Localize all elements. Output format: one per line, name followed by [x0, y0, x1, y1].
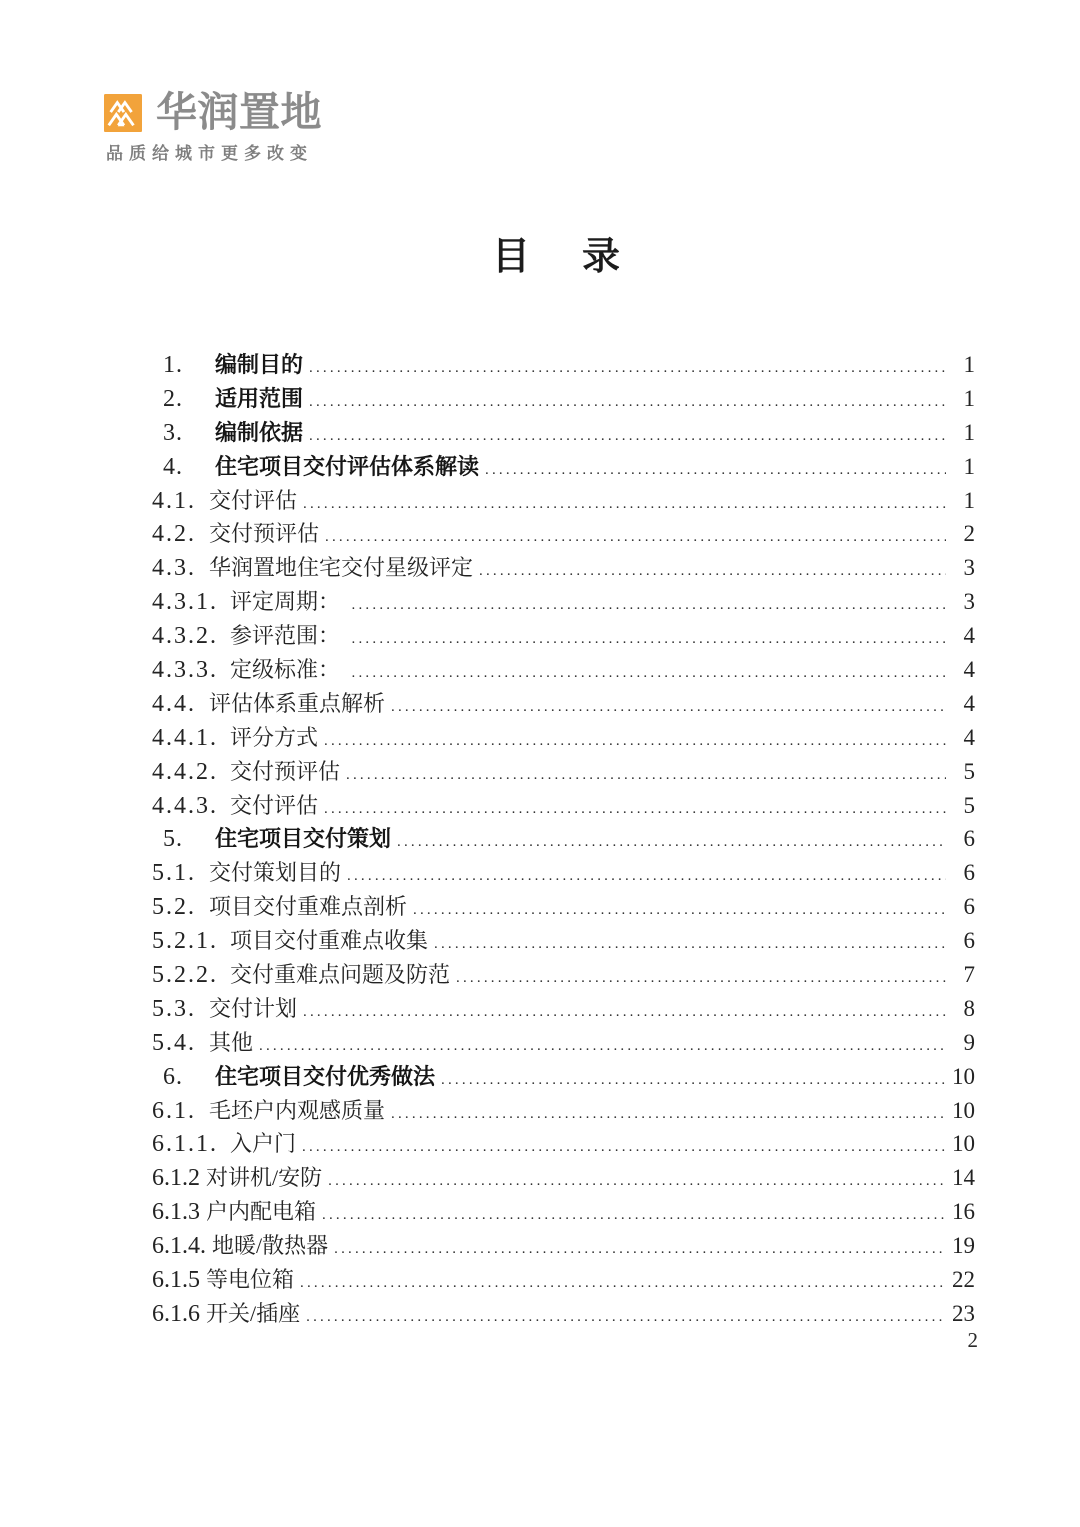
brand-name: 华润置地 [156, 89, 322, 135]
toc-entry[interactable] [152, 1297, 975, 1331]
toc-entry-label: 编制目的 [215, 352, 304, 377]
toc-entry-label: 交付重难点问题及防范 [230, 962, 451, 988]
toc-entry-label: 开关/插座 [206, 1300, 301, 1326]
toc-entry[interactable] [152, 1127, 975, 1161]
toc-entry-page: 6 [963, 928, 975, 954]
toc-entry-page: 22 [952, 1267, 975, 1293]
toc-dot-leader [397, 834, 946, 851]
toc-entry-page: 1 [963, 419, 975, 445]
toc-entry-label: 住宅项目交付评估体系解读 [215, 453, 480, 479]
toc-entry[interactable] [152, 924, 975, 958]
toc-entry-label: 项目交付重难点收集 [230, 928, 429, 954]
toc-entry-page: 5 [963, 758, 975, 784]
toc-entry-page: 4 [963, 690, 975, 716]
toc-entry-number: 4.4.3. [152, 792, 218, 819]
toc-entry-label: 评估体系重点解析 [209, 690, 386, 716]
toc-entry-page: 4 [963, 657, 975, 683]
brand-tagline: 品质给城市更多改变 [106, 144, 313, 163]
toc-entry[interactable] [152, 382, 975, 416]
page-title-char: 录 [582, 236, 621, 278]
toc-dot-leader [309, 394, 946, 411]
toc-entry-page: 1 [963, 487, 975, 513]
toc-dot-leader [309, 428, 946, 445]
toc-entry-label: 交付预评估 [230, 758, 341, 784]
toc-entry-number: 5. [163, 826, 183, 853]
toc-dot-leader [328, 1173, 946, 1190]
toc-entry-number: 6.1.1. [152, 1131, 218, 1158]
toc-dot-leader [302, 1139, 946, 1156]
toc-dot-leader [352, 597, 946, 614]
toc-entry-label: 入户门 [230, 1131, 297, 1157]
toc-entry[interactable] [152, 517, 975, 551]
toc-entry-label: 地暖/散热器 [212, 1233, 329, 1259]
toc-dot-leader [479, 563, 946, 580]
toc-entry-page: 1 [963, 352, 975, 377]
toc-dot-leader [309, 360, 946, 377]
toc-entry[interactable] [152, 619, 975, 653]
toc-entry-number: 6. [163, 1063, 183, 1090]
toc-dot-leader [456, 970, 946, 987]
toc-dot-leader [485, 462, 946, 479]
toc-dot-leader [441, 1072, 946, 1089]
toc-entry[interactable] [152, 755, 975, 789]
toc-entry-number: 4.4. [152, 690, 196, 717]
toc-entry[interactable] [152, 416, 975, 450]
toc-entry-number: 6.1.4. [152, 1233, 206, 1260]
toc-entry-label: 其他 [209, 1029, 254, 1055]
toc-entry-number: 4. [163, 453, 183, 480]
toc-entry-number: 6.1.6 [152, 1300, 200, 1327]
toc-entry[interactable] [152, 348, 975, 382]
toc-entry[interactable] [152, 1195, 975, 1229]
toc-entry-number: 4.4.2. [152, 758, 218, 785]
toc-dot-leader [306, 1309, 946, 1326]
toc-entry-label: 编制依据 [215, 419, 304, 445]
toc-entry-number: 5.2.2. [152, 962, 218, 989]
toc-entry[interactable] [152, 822, 975, 856]
toc-entry-number: 4.3.3. [152, 657, 218, 684]
toc-entry-page: 6 [963, 860, 975, 886]
toc-entry-page: 19 [952, 1233, 975, 1259]
toc-dot-leader [324, 733, 946, 750]
toc-dot-leader [346, 767, 946, 784]
toc-entry[interactable] [152, 721, 975, 755]
toc-dot-leader [434, 936, 946, 953]
toc-entry-number: 3. [163, 419, 183, 446]
toc-entry-page: 10 [952, 1131, 975, 1157]
toc-entry-label: 户内配电箱 [206, 1199, 317, 1225]
toc-entry-number: 4.2. [152, 521, 196, 548]
toc-entry-label: 评分方式 [230, 724, 319, 750]
toc-entry[interactable] [152, 890, 975, 924]
toc-entry[interactable] [152, 856, 975, 890]
toc-entry[interactable] [152, 1026, 975, 1060]
toc-entry-page: 7 [963, 962, 975, 988]
toc-entry-label: 交付计划 [209, 995, 298, 1021]
toc-dot-leader [303, 496, 946, 513]
toc-entry-label: 适用范围 [215, 385, 304, 411]
toc-entry-number: 5.3. [152, 995, 196, 1022]
page-title [16, 238, 1080, 278]
toc-entry-page: 23 [952, 1300, 975, 1326]
toc-dot-leader [325, 529, 946, 546]
toc-entry-label: 住宅项目交付策划 [215, 826, 392, 852]
toc-entry-page: 8 [963, 995, 975, 1021]
toc-entry-label: 交付策划目的 [209, 860, 342, 886]
toc-entry-number: 6.1. [152, 1097, 196, 1124]
toc-entry[interactable] [152, 585, 975, 619]
toc-entry-number: 4.1. [152, 487, 196, 514]
toc-entry-label: 等电位箱 [206, 1267, 295, 1293]
toc-entry-number: 5.2. [152, 894, 196, 921]
toc-entry[interactable] [152, 1161, 975, 1195]
toc-entry-page: 10 [952, 1097, 975, 1123]
toc-dot-leader [322, 1207, 946, 1224]
toc-entry[interactable] [152, 992, 975, 1026]
table-of-contents [152, 348, 975, 1331]
toc-entry-number: 4.3.1. [152, 589, 218, 616]
toc-dot-leader [391, 699, 946, 716]
toc-entry-number: 4.3. [152, 555, 196, 582]
toc-entry-label: 交付评估 [230, 792, 319, 818]
toc-entry-label: 毛坯户内观感质量 [209, 1097, 386, 1123]
toc-entry-number: 4.4.1. [152, 724, 218, 751]
toc-entry-number: 6.1.2 [152, 1165, 200, 1192]
toc-entry-label: 定级标准： [230, 657, 346, 683]
toc-entry-page: 3 [963, 555, 975, 581]
toc-dot-leader [347, 868, 946, 885]
toc-entry-label: 对讲机/安防 [206, 1165, 323, 1191]
toc-entry-label: 参评范围： [230, 623, 346, 649]
toc-entry-page: 1 [963, 385, 975, 411]
toc-entry-page: 3 [963, 589, 975, 615]
toc-entry-label: 项目交付重难点剖析 [209, 894, 408, 920]
china-resources-logo-icon [104, 94, 142, 132]
page-title-char: 目 [491, 236, 530, 278]
toc-entry-number: 5.1. [152, 860, 196, 887]
toc-entry-page: 5 [963, 792, 975, 818]
toc-entry-label: 华润置地住宅交付星级评定 [209, 555, 474, 581]
toc-entry-number: 4.3.2. [152, 623, 218, 650]
toc-dot-leader [324, 801, 946, 818]
toc-dot-leader [413, 902, 946, 919]
toc-entry[interactable] [152, 1229, 975, 1263]
toc-entry[interactable] [152, 687, 975, 721]
toc-entry[interactable] [152, 1094, 975, 1128]
toc-entry-page: 4 [963, 724, 975, 750]
toc-entry-label: 交付评估 [209, 487, 298, 513]
toc-dot-leader [259, 1038, 946, 1055]
toc-dot-leader [352, 631, 946, 648]
toc-dot-leader [300, 1275, 946, 1292]
toc-dot-leader [391, 1106, 946, 1123]
toc-entry-label: 住宅项目交付优秀做法 [215, 1063, 436, 1089]
toc-entry[interactable] [152, 1060, 975, 1094]
footer-page-number: 2 [967, 1328, 978, 1352]
toc-entry-label: 交付预评估 [209, 521, 320, 547]
toc-entry[interactable] [152, 789, 975, 823]
toc-entry-number: 5.4. [152, 1029, 196, 1056]
toc-entry-number: 2. [163, 385, 183, 412]
toc-entry-page: 10 [952, 1063, 975, 1089]
toc-entry-number: 6.1.3 [152, 1199, 200, 1226]
toc-entry-page: 2 [963, 521, 975, 547]
toc-entry-number: 6.1.5 [152, 1267, 200, 1294]
toc-entry-page: 6 [963, 894, 975, 920]
toc-entry-page: 14 [952, 1165, 975, 1191]
toc-entry-number: 5.2.1. [152, 928, 218, 955]
toc-entry[interactable] [152, 551, 975, 585]
toc-entry[interactable] [152, 958, 975, 992]
toc-entry[interactable] [152, 1263, 975, 1297]
toc-entry[interactable] [152, 484, 975, 518]
toc-dot-leader [334, 1241, 946, 1258]
toc-entry-page: 9 [963, 1029, 975, 1055]
toc-entry-page: 1 [963, 453, 975, 479]
toc-entry-label: 评定周期： [230, 589, 346, 615]
toc-entry-number: 1. [163, 352, 183, 378]
brand-logo [104, 89, 322, 163]
toc-entry-page: 16 [952, 1199, 975, 1225]
toc-dot-leader [303, 1004, 946, 1021]
toc-entry-page: 4 [963, 623, 975, 649]
toc-entry-page: 6 [963, 826, 975, 852]
toc-entry[interactable] [152, 653, 975, 687]
toc-dot-leader [352, 665, 946, 682]
toc-entry[interactable] [152, 450, 975, 484]
